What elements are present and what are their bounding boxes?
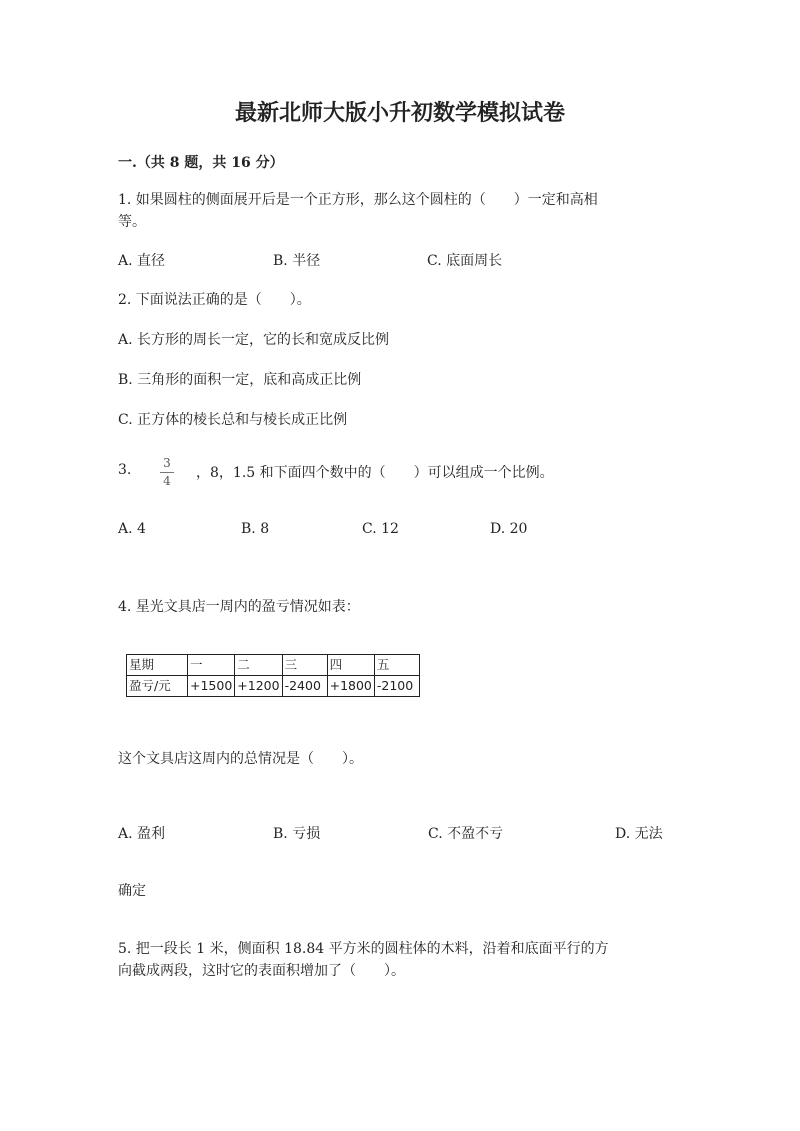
question-4-option-a: A. 盈利 [118,826,166,842]
table-header-cell: 三 [282,655,327,676]
question-4-stem: 4. 星光文具店一周内的盈亏情况如表： [118,599,360,615]
profit-loss-table [126,654,420,697]
table-cell: +1500 [188,676,235,697]
table-row [127,676,420,697]
table-cell: +1800 [327,676,374,697]
table-header-cell: 四 [327,655,374,676]
question-4-option-d: D. 无法 [615,826,663,842]
table-header-cell: 二 [235,655,282,676]
fraction-denominator: 4 [163,474,171,488]
fraction-three-quarters [160,456,174,489]
fraction-bar [160,472,174,473]
section-heading: 一.（共 8 题，共 16 分） [118,155,284,171]
table-cell: +1200 [235,676,282,697]
page-title: 最新北师大版小升初数学模拟试卷 [234,100,565,126]
question-2-stem: 2. 下面说法正确的是（ ）。 [118,292,311,308]
fraction-numerator: 3 [163,456,171,470]
table-cell: 盈亏/元 [127,676,188,697]
question-1-option-b: B. 半径 [273,253,321,269]
question-1-line-2: 等。 [118,214,146,230]
question-5-line-1: 5. 把一段长 1 米，侧面积 18.84 平方米的圆柱体的木料，沿着和底面平行的方 [118,941,609,957]
question-4-option-b: B. 亏损 [273,826,321,842]
table-cell: -2100 [374,676,419,697]
question-1-option-c: C. 底面周长 [427,253,503,269]
question-3-option-a: A. 4 [118,521,146,537]
question-5-line-2: 向截成两段，这时它的表面积增加了（ ）。 [118,963,405,979]
question-4-option-d-continued: 确定 [118,883,146,899]
table-header-row [127,655,420,676]
question-4-option-c: C. 不盈不亏 [428,826,504,842]
question-3-number: 3. [118,462,132,478]
question-4-question: 这个文具店这周内的总情况是（ ）。 [118,751,363,767]
table-cell: -2400 [282,676,327,697]
table-header-cell: 五 [374,655,419,676]
question-3-option-c: C. 12 [362,521,399,537]
question-2-option-c: C. 正方体的棱长总和与棱长成正比例 [118,412,348,428]
question-2-option-b: B. 三角形的面积一定，底和高成正比例 [118,372,362,388]
question-3-option-d: D. 20 [490,521,528,537]
question-1-option-a: A. 直径 [118,253,166,269]
table-header-cell: 一 [188,655,235,676]
question-3-stem: ，8，1.5 和下面四个数中的（ ）可以组成一个比例。 [196,465,554,481]
question-3-option-b: B. 8 [241,521,270,537]
table-header-cell: 星期 [127,655,188,676]
question-2-option-a: A. 长方形的周长一定，它的长和宽成反比例 [118,332,390,348]
question-1-line-1: 1. 如果圆柱的侧面展开后是一个正方形，那么这个圆柱的（ ）一定和高相 [118,192,598,208]
